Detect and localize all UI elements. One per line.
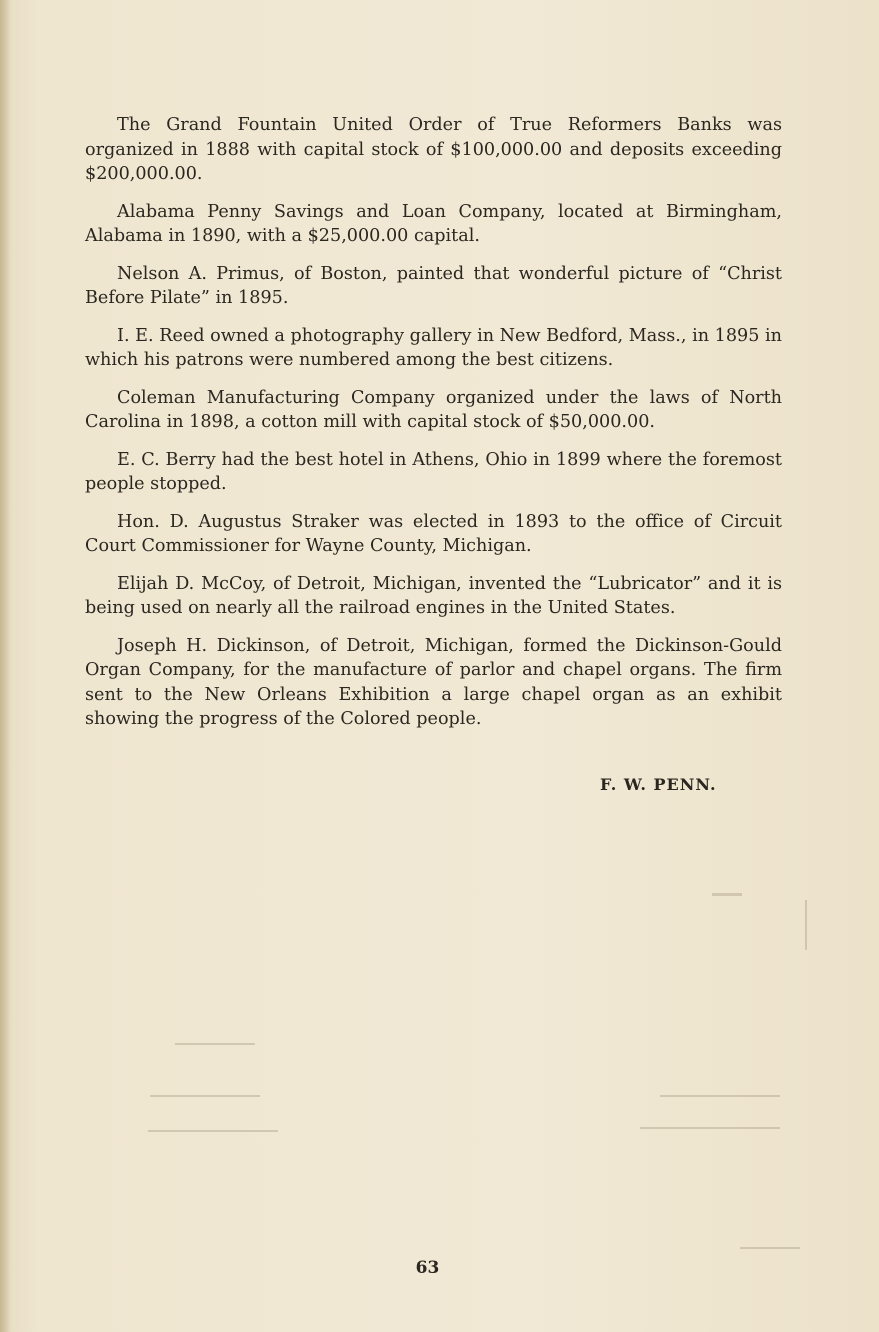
paper-speck	[640, 1127, 780, 1129]
paragraph-coleman-manufacturing: Coleman Manufacturing Company organized under the laws of North Carolina in 1898, a cotton mill with capital stock of $50,000.00.	[85, 387, 782, 432]
paragraph-nelson-primus: Nelson A. Primus, of Boston, painted that wonderful picture of “Christ Before Pilate” in 1895.	[85, 263, 782, 308]
paragraph-joseph-dickinson: Joseph H. Dickinson, of Detroit, Michigan, formed the Dickinson-Gould Organ Company, for the manufacture of parlor and chapel organs. The firm sent to the New Orleans Exhibition a large chapel organ as an exhibit showing the progress of the Colored people.	[85, 635, 782, 729]
paragraph-alabama-penny-savings: Alabama Penny Savings and Loan Company, located at Birmingham, Alabama in 1890, with a $25,000.00 capital.	[85, 201, 782, 246]
paper-speck	[660, 1095, 780, 1097]
paragraph-ec-berry: E. C. Berry had the best hotel in Athens, Ohio in 1899 where the foremost people stopped.	[85, 449, 782, 494]
paragraph-elijah-mccoy: Elijah D. McCoy, of Detroit, Michigan, invented the “Lubricator” and it is being used on nearly all the railroad engines in the United States.	[85, 573, 782, 618]
paragraph-true-reformers-bank: The Grand Fountain United Order of True Reformers Banks was organized in 1888 with capital stock of $100,000.00 and deposits exceeding $200,000.00.	[85, 115, 782, 184]
paper-speck	[150, 1095, 260, 1097]
paper-speck	[740, 1247, 800, 1249]
paragraph-ie-reed: I. E. Reed owned a photography gallery in New Bedford, Mass., in 1895 in which his patrons were numbered among the best citizens.	[85, 325, 782, 370]
page-number: 63	[415, 1258, 440, 1278]
page-gutter-shadow	[0, 0, 10, 1332]
author-signature: F. W. PENN.	[600, 775, 717, 794]
body-text	[85, 113, 782, 745]
paragraph-augustus-straker: Hon. D. Augustus Straker was elected in 1893 to the office of Circuit Court Commissioner for Wayne County, Michigan.	[85, 511, 782, 556]
paper-speck	[148, 1130, 278, 1132]
paper-speck	[175, 1043, 255, 1045]
paper-speck	[712, 893, 742, 896]
paper-speck	[805, 900, 807, 950]
